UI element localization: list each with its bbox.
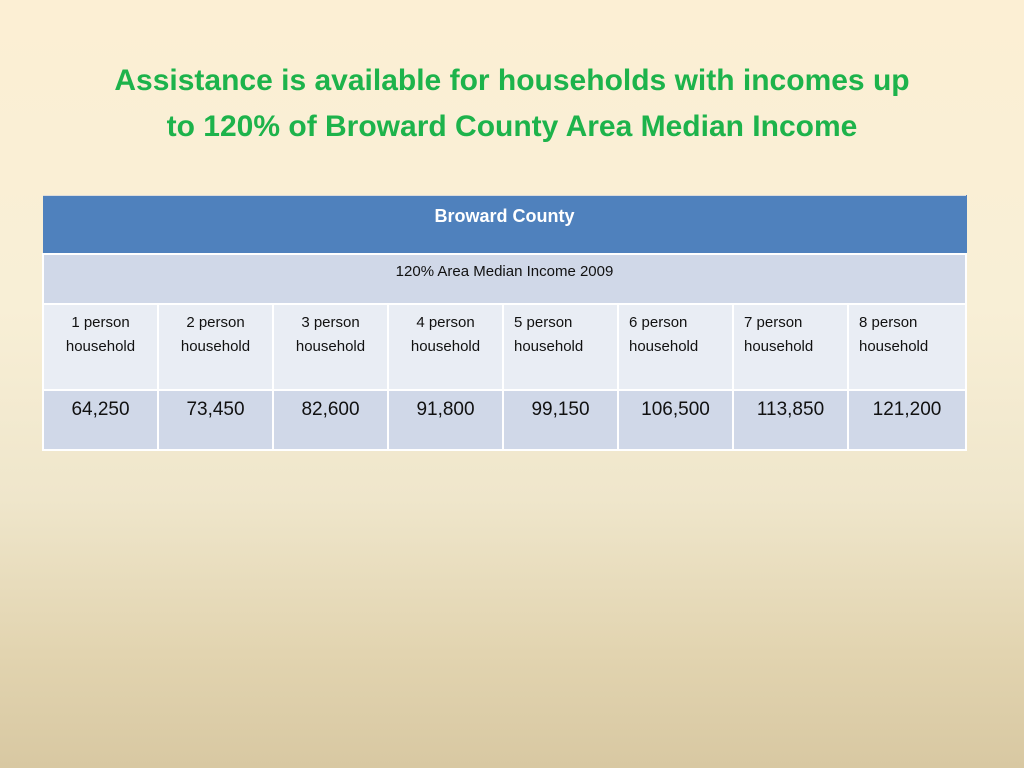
household-size-cell: [388, 304, 503, 390]
table-subheader-ami: 120% Area Median Income 2009: [43, 254, 966, 304]
household-size-label: 7 person: [744, 313, 803, 331]
household-size-label: household: [295, 337, 366, 355]
household-size-label: household: [629, 337, 699, 355]
household-size-label: household: [65, 337, 136, 355]
income-limits-table: [42, 195, 967, 451]
table-header-county: Broward County: [43, 196, 966, 254]
slide-title: [40, 58, 984, 150]
household-size-label: 1 person: [71, 313, 130, 331]
slide-title-line-1: Assistance is available for households with incomes up: [114, 64, 910, 97]
household-size-cell: [618, 304, 733, 390]
income-limit-value: 113,850: [733, 390, 848, 450]
household-size-cell: [503, 304, 618, 390]
household-size-cell: [733, 304, 848, 390]
table-subheader-row: [43, 254, 966, 304]
income-limit-value: 82,600: [273, 390, 388, 450]
household-size-cell: [848, 304, 966, 390]
household-size-label: 6 person: [629, 313, 688, 331]
household-size-label: household: [180, 337, 251, 355]
household-size-label: 4 person: [416, 313, 475, 331]
household-size-label: 2 person: [186, 313, 245, 331]
income-limit-value: 73,450: [158, 390, 273, 450]
household-size-label: household: [514, 337, 584, 355]
income-limit-value: 121,200: [848, 390, 966, 450]
household-size-cell: [43, 304, 158, 390]
household-size-label: 8 person: [859, 313, 918, 331]
household-size-label: 3 person: [301, 313, 360, 331]
household-size-cell: [158, 304, 273, 390]
slide-title-line-2: to 120% of Broward County Area Median Income: [166, 110, 858, 143]
income-limit-value: 64,250: [43, 390, 158, 450]
table-header-row: [43, 196, 966, 254]
table-income-row: [43, 390, 966, 450]
income-limit-value: 106,500: [618, 390, 733, 450]
income-limit-value: 91,800: [388, 390, 503, 450]
table-household-size-row: [43, 304, 966, 390]
household-size-label: 5 person: [514, 313, 573, 331]
household-size-label: household: [859, 337, 929, 355]
household-size-label: household: [744, 337, 814, 355]
household-size-cell: [273, 304, 388, 390]
household-size-label: household: [410, 337, 481, 355]
income-limit-value: 99,150: [503, 390, 618, 450]
